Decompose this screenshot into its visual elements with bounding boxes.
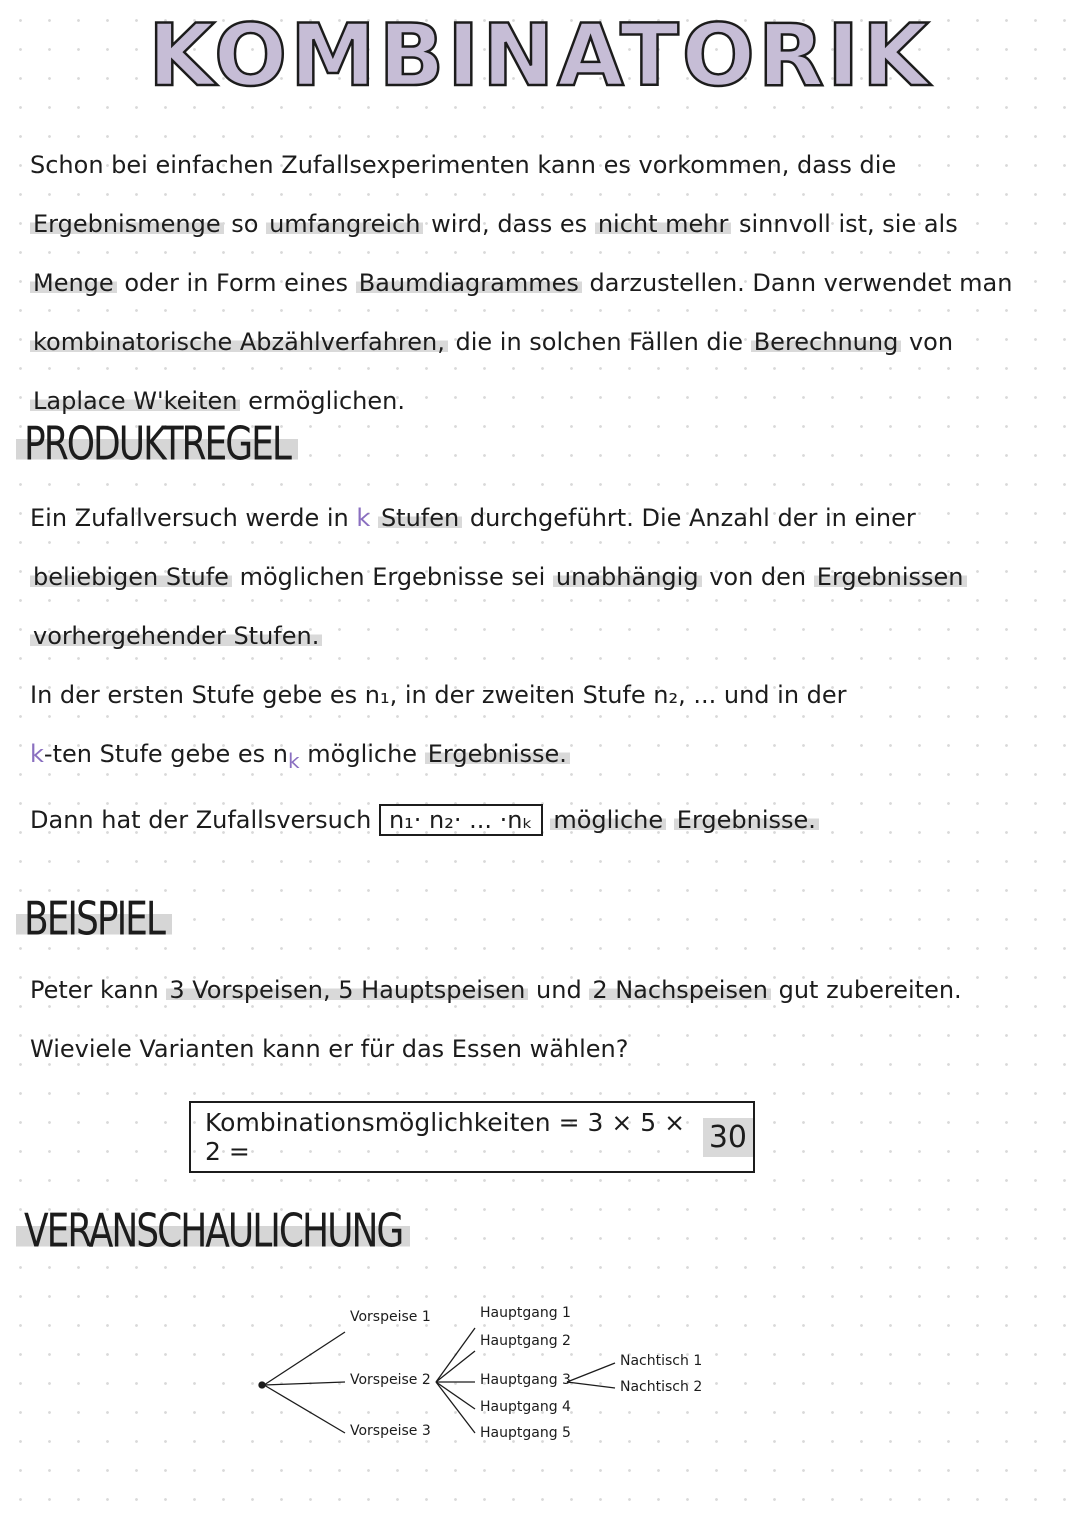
tree-hauptgang-1: Hauptgang 1 [480,1305,571,1321]
produktregel-text: In der ersten Stufe gebe es n₁, in der zweiten Stufe n₂, ... und in der [30,681,847,709]
intro-paragraph [30,136,1030,431]
tree-vorspeise-2: Vorspeise 2 [350,1372,431,1388]
intro-text: Schon bei einfachen Zufallsexperimenten kann es vorkommen, dass die [30,151,897,179]
result-box [189,1101,755,1173]
variable-k: k [288,748,300,773]
produktregel-text: Dann hat der Zufallsversuch [30,805,372,834]
result-value: 30 [703,1118,753,1157]
produktregel-highlight: Stufen [378,504,462,532]
intro-highlight: Baumdiagrammes [356,269,582,297]
intro-text: sinnvoll ist, sie als [739,210,958,238]
tree-vorspeise-1: Vorspeise 1 [350,1309,431,1325]
beispiel-text: gut zubereiten. [778,976,962,1004]
page-title: KOMBINATORIK [148,6,932,106]
produktregel-text: -ten Stufe gebe es n [43,740,289,768]
heading-produktregel: PRODUKTREGEL [16,418,298,471]
produktregel-text: von den [709,563,807,591]
tree-hauptgang-5: Hauptgang 5 [480,1425,571,1441]
produktregel-text: möglichen Ergebnisse [239,563,504,591]
variable-k: k [30,740,44,768]
beispiel-question: Wieviele Varianten kann er für das Essen wählen? [30,1035,629,1063]
variable-k: k [356,504,371,532]
heading-veranschaulichung: VERANSCHAULICHUNG [16,1205,410,1258]
produktregel-highlight: beliebigen Stufe [30,563,232,591]
intro-text: ermöglichen. [248,387,405,415]
produktregel-text: Anzahl der in einer [689,504,916,532]
intro-text: von [908,328,954,356]
intro-text: die in solchen Fällen die [455,328,744,356]
produktregel-paragraph [30,489,1040,850]
produktregel-text: mögliche [307,740,418,768]
intro-highlight: Berechnung [751,328,902,356]
intro-text: darzustellen. Dann verwendet man [589,269,1013,297]
produktregel-highlight: vorhergehender Stufen. [30,622,322,650]
produktregel-highlight: Ergebnisse. [674,806,819,834]
intro-highlight: Laplace W'keiten [30,387,240,415]
produktregel-text: durchgeführt. Die [469,504,682,532]
tree-nachtisch-1: Nachtisch 1 [620,1353,703,1369]
produktregel-highlight: unabhängig [553,563,702,591]
beispiel-paragraph [30,961,1040,1079]
intro-highlight: umfangreich [266,210,423,238]
tree-vorspeise-3: Vorspeise 3 [350,1423,431,1439]
intro-text: oder [124,269,179,297]
intro-highlight: Menge [30,269,117,297]
tree-hauptgang-2: Hauptgang 2 [480,1333,571,1349]
tree-nachtisch-2: Nachtisch 2 [620,1379,703,1395]
product-formula: n₁· n₂· ... ·nₖ [379,804,543,836]
beispiel-highlight: 2 Nachspeisen [589,976,771,1004]
intro-text: wird, dass es [431,210,588,238]
produktregel-text: Ein Zufallversuch werde in [30,504,349,532]
intro-highlight: Ergebnismenge [30,210,224,238]
intro-highlight: kombinatorische Abzählverfahren, [30,328,448,356]
produktregel-highlight: Ergebnissen [814,563,967,591]
beispiel-text: und [536,976,582,1004]
produktregel-highlight: mögliche [550,806,666,834]
produktregel-text: sei [511,563,546,591]
intro-text: in Form eines [186,269,349,297]
intro-highlight: nicht mehr [595,210,732,238]
heading-beispiel: BEISPIEL [16,893,172,946]
tree-hauptgang-4: Hauptgang 4 [480,1399,571,1415]
tree-hauptgang-3: Hauptgang 3 [480,1372,571,1388]
produktregel-highlight: Ergebnisse. [425,740,570,768]
intro-text: so [231,210,259,238]
beispiel-text: Peter kann [30,976,159,1004]
beispiel-highlight: 3 Vorspeisen, 5 Hauptspeisen [166,976,528,1004]
result-label: Kombinationsmöglichkeiten = 3 × 5 × 2 = [205,1108,686,1166]
tree-diagram [250,1285,720,1485]
